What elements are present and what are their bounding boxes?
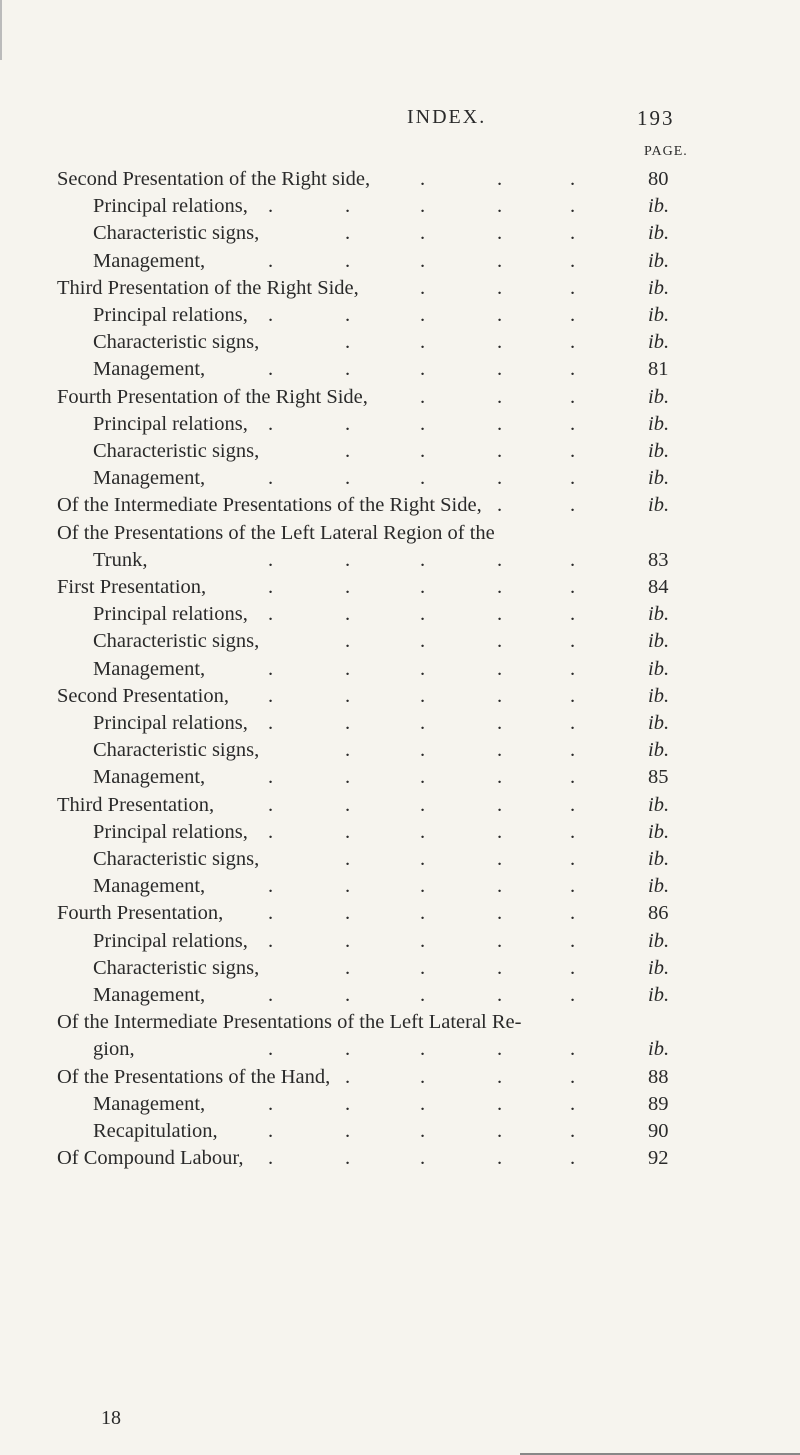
index-entry-text: Management, — [93, 657, 206, 680]
dot-leader: . . . . . — [268, 929, 576, 952]
index-entry-text: Management, — [93, 984, 206, 1006]
index-entry-page: 90 — [648, 1120, 669, 1142]
index-entry-page: ib. — [648, 929, 670, 952]
index-entry-text: Of the Presentations of the Hand, — [57, 1065, 331, 1088]
index-entry-page: 92 — [648, 1147, 669, 1170]
index-entry — [0, 681, 800, 711]
index-entry — [0, 409, 800, 439]
index-entry — [0, 1007, 800, 1037]
index-entry-page: ib. — [648, 630, 670, 653]
signature-mark: 18 — [101, 1407, 121, 1429]
index-entry — [0, 817, 800, 847]
dot-leader: . . . . . — [268, 766, 576, 789]
index-entry-page: ib. — [648, 793, 670, 816]
index-entry-page: ib. — [648, 195, 670, 218]
index-entry-text: Characteristic signs, — [93, 956, 260, 979]
dot-leader: . . . . . — [268, 1092, 576, 1115]
dot-leader: . . . . . — [268, 984, 576, 1006]
index-entry-text: Principal relations, — [93, 929, 248, 952]
index-entry-text: Principal relations, — [93, 820, 248, 843]
index-entry-page: 83 — [648, 548, 669, 571]
index-entry-text: Management, — [93, 467, 206, 490]
index-entry — [0, 300, 800, 330]
dot-leader: . . . . . — [268, 820, 576, 843]
index-entry — [0, 545, 800, 575]
dot-leader: . . . . . — [268, 249, 576, 272]
page-column-label: PAGE. — [644, 144, 688, 159]
dot-leader: . . . . . — [268, 793, 576, 816]
dot-leader: . . . . — [345, 222, 576, 245]
index-entry-page: ib. — [648, 603, 670, 626]
index-entry-page: 85 — [648, 766, 669, 789]
index-entry — [0, 463, 800, 493]
index-entry-page: ib. — [648, 657, 670, 680]
dot-leader: . . . . . — [268, 195, 576, 218]
index-entry — [0, 218, 800, 248]
index-entry — [0, 762, 800, 792]
dot-leader: . . . . . — [268, 684, 576, 707]
index-entry-text: First Presentation, — [57, 576, 207, 598]
dot-leader: . . . . . — [268, 358, 576, 381]
index-entry-page: ib. — [648, 249, 670, 272]
index-entry-text: Second Presentation, — [57, 684, 229, 707]
dot-leader: . . . — [420, 168, 576, 190]
index-entry-page: ib. — [648, 1038, 670, 1061]
index-entry-text: Fourth Presentation, — [57, 902, 224, 925]
index-entry-text: Management, — [93, 766, 206, 789]
index-entry — [0, 354, 800, 384]
index-entry-page: ib. — [648, 222, 670, 245]
index-entry — [0, 246, 800, 276]
index-entry — [0, 1089, 800, 1119]
index-entry-page: 89 — [648, 1092, 669, 1115]
index-entry-page: ib. — [648, 712, 670, 734]
index-entry-page: 84 — [648, 576, 669, 598]
dot-leader: . . . . . — [268, 412, 576, 435]
index-entry-text: Principal relations, — [93, 195, 248, 218]
index-entry-page: ib. — [648, 385, 670, 408]
dot-leader: . . . . . — [268, 712, 576, 734]
index-entry-page: ib. — [648, 331, 670, 354]
index-entry — [0, 898, 800, 928]
page-edge-mark — [0, 0, 2, 60]
index-entry-text: Management, — [93, 1092, 206, 1115]
running-head-title: INDEX. — [407, 106, 487, 128]
index-entry-text: Characteristic signs, — [93, 331, 260, 354]
index-entry-page: 86 — [648, 902, 669, 925]
index-entry — [0, 1034, 800, 1064]
dot-leader: . . . . . — [268, 548, 576, 571]
index-entry-text: Second Presentation of the Right side, — [57, 168, 371, 190]
dot-leader: . . — [497, 494, 576, 517]
index-entry-text: Management, — [93, 358, 206, 381]
dot-leader: . . . . — [345, 739, 576, 762]
dot-leader: . . . . — [345, 956, 576, 979]
index-entry-page: ib. — [648, 412, 670, 435]
index-entry-text: Of Compound Labour, — [57, 1147, 244, 1170]
index-entry — [0, 871, 800, 901]
index-entry-text: Trunk, — [93, 548, 148, 571]
index-entry-page: ib. — [648, 739, 670, 762]
index-entry-text: Fourth Presentation of the Right Side, — [57, 385, 368, 408]
index-entry-page: ib. — [648, 984, 670, 1006]
dot-leader: . . . . — [345, 331, 576, 354]
index-entry-page: ib. — [648, 875, 670, 898]
dot-leader: . . . . — [345, 848, 576, 870]
index-entry-page: ib. — [648, 440, 670, 462]
dot-leader: . . . . . — [268, 902, 576, 925]
dot-leader: . . . . . — [268, 1038, 576, 1061]
index-entry-page: 88 — [648, 1065, 669, 1088]
index-entry-text: Management, — [93, 249, 206, 272]
index-entry — [0, 572, 800, 602]
index-entry — [0, 490, 800, 520]
index-entry-text: Principal relations, — [93, 712, 248, 734]
index-entry — [0, 191, 800, 221]
dot-leader: . . . . — [345, 440, 576, 462]
index-entry — [0, 1116, 800, 1146]
dot-leader: . . . . . — [268, 576, 576, 598]
index-entry — [0, 436, 800, 466]
index-entry-text: Characteristic signs, — [93, 848, 260, 870]
index-entry-page: ib. — [648, 494, 670, 517]
dot-leader: . . . . . — [268, 657, 576, 680]
index-entry — [0, 599, 800, 629]
index-entry-text: gion, — [93, 1038, 135, 1061]
running-head — [0, 106, 800, 136]
index-entry-page: 80 — [648, 168, 669, 190]
index-entry-page: ib. — [648, 467, 670, 490]
index-entry-text: Characteristic signs, — [93, 222, 260, 245]
index-entry — [0, 980, 800, 1010]
dot-leader: . . . — [420, 276, 576, 299]
index-entry — [0, 164, 800, 194]
index-entry-page: ib. — [648, 848, 670, 870]
index-entry — [0, 382, 800, 412]
index-entry — [0, 1143, 800, 1173]
index-entry — [0, 654, 800, 684]
dot-leader: . . . . . — [268, 1120, 576, 1142]
index-entry-text: Of the Intermediate Presentations of the Left Lateral Re- — [57, 1011, 522, 1034]
index-entry — [0, 953, 800, 983]
index-entry-page: ib. — [648, 820, 670, 843]
index-entry-text: Characteristic signs, — [93, 630, 260, 653]
dot-leader: . . . . . — [268, 603, 576, 626]
index-entry-text: Characteristic signs, — [93, 739, 260, 762]
index-entry — [0, 790, 800, 820]
index-entry — [0, 1062, 800, 1092]
index-entry-text: Recapitulation, — [93, 1120, 218, 1142]
index-entry-text: Principal relations, — [93, 603, 248, 626]
index-entry-text: Third Presentation, — [57, 793, 215, 816]
running-head-page-number: 193 — [637, 106, 675, 130]
dot-leader: . . . . . — [268, 467, 576, 490]
index-entry — [0, 626, 800, 656]
dot-leader: . . . . — [345, 1065, 576, 1088]
index-entry-page: ib. — [648, 956, 670, 979]
index-entry — [0, 708, 800, 738]
index-entry — [0, 327, 800, 357]
index-entry — [0, 273, 800, 303]
dot-leader: . . . . — [345, 630, 576, 653]
index-entry-text: Third Presentation of the Right Side, — [57, 276, 359, 299]
index-entry-page: 81 — [648, 358, 669, 381]
index-entry — [0, 844, 800, 874]
dot-leader: . . . . . — [268, 304, 576, 326]
dot-leader: . . . . . — [268, 875, 576, 898]
index-entry-text: Of the Presentations of the Left Lateral Region of the — [57, 521, 495, 544]
dot-leader: . . . — [420, 385, 576, 408]
index-entry-page: ib. — [648, 684, 670, 707]
index-entry-page: ib. — [648, 276, 670, 299]
index-entry-text: Management, — [93, 875, 206, 898]
index-entry-text: Principal relations, — [93, 412, 248, 435]
index-entry — [0, 735, 800, 765]
index-entry-page: ib. — [648, 304, 670, 326]
index-entry-text: Principal relations, — [93, 304, 248, 326]
index-entry — [0, 926, 800, 956]
dot-leader: . . . . . — [268, 1147, 576, 1170]
index-entry — [0, 518, 800, 548]
index-entry-text: Of the Intermediate Presentations of the Right Side, — [57, 494, 482, 517]
index-entry-text: Characteristic signs, — [93, 440, 260, 462]
